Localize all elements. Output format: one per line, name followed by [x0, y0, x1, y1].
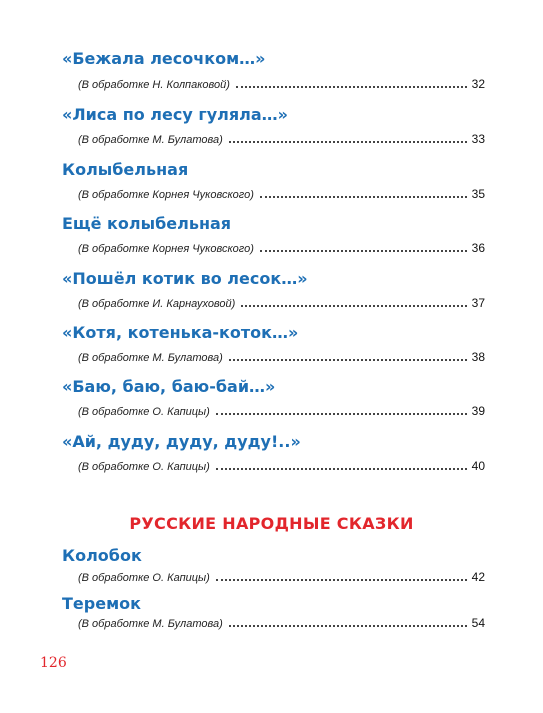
- toc-entry-line: [78, 132, 485, 146]
- toc-entry-page: 32: [471, 77, 485, 91]
- toc-entry-line: [78, 616, 485, 630]
- toc-entry-credit: (В обработке М. Булатова): [78, 352, 223, 364]
- toc-entry-credit: (В обработке О. Капицы): [78, 406, 210, 418]
- toc-entry-page: 39: [471, 404, 485, 418]
- toc-entry-credit: (В обработке О. Капицы): [78, 572, 210, 584]
- toc-entry-line: [78, 77, 485, 91]
- toc-entry-page: 38: [471, 350, 485, 364]
- dot-leader: [260, 250, 467, 252]
- toc-entry-line: [78, 350, 485, 364]
- toc-entry-title: «Котя, котенька-коток…»: [62, 323, 299, 342]
- toc-entry-line: [78, 187, 485, 201]
- toc-entry-title: «Лиса по лесу гуляла…»: [62, 105, 288, 124]
- toc-entry-title: Колыбельная: [62, 160, 189, 179]
- toc-entry-page: 54: [471, 616, 485, 630]
- toc-entry-page: 36: [471, 241, 485, 255]
- dot-leader: [260, 196, 467, 198]
- dot-leader: [229, 625, 467, 627]
- toc-entry-page: 42: [471, 570, 485, 584]
- toc-entry-credit: (В обработке М. Булатова): [78, 618, 223, 630]
- toc-entry-credit: (В обработке М. Булатова): [78, 134, 223, 146]
- toc-entry-credit: (В обработке Корнея Чуковского): [78, 243, 254, 255]
- toc-entry-page: 35: [471, 187, 485, 201]
- dot-leader: [241, 305, 467, 307]
- toc-entry-page: 33: [471, 132, 485, 146]
- toc-entry-credit: (В обработке И. Карнауховой): [78, 298, 236, 310]
- toc-entry-title: Теремок: [62, 594, 141, 613]
- toc-entry-title: «Ай, дуду, дуду, дуду!..»: [62, 432, 301, 451]
- toc-entry-line: [78, 570, 485, 584]
- section-heading: РУССКИЕ НАРОДНЫЕ СКАЗКИ: [129, 514, 414, 533]
- dot-leader: [236, 86, 467, 88]
- toc-entry-line: [78, 459, 485, 473]
- toc-entry-page: 40: [471, 459, 485, 473]
- dot-leader: [216, 468, 467, 470]
- page-number: 126: [40, 655, 67, 671]
- toc-entry-credit: (В обработке Н. Колпаковой): [78, 79, 230, 91]
- toc-entry-title: Ещё колыбельная: [62, 214, 232, 233]
- toc-entry-line: [78, 296, 485, 310]
- dot-leader: [216, 413, 467, 415]
- toc-entry-credit: (В обработке О. Капицы): [78, 461, 210, 473]
- toc-entry-credit: (В обработке Корнея Чуковского): [78, 189, 254, 201]
- dot-leader: [229, 359, 467, 361]
- toc-entry-title: «Баю, баю, баю-бай…»: [62, 377, 276, 396]
- toc-entry-page: 37: [471, 296, 485, 310]
- toc-entry-title: «Пошёл котик во лесок…»: [62, 269, 308, 288]
- dot-leader: [229, 141, 467, 143]
- toc-entry-line: [78, 241, 485, 255]
- toc-entry-title: «Бежала лесочком…»: [62, 49, 266, 68]
- toc-entry-title: Колобок: [62, 546, 142, 565]
- dot-leader: [216, 579, 467, 581]
- toc-entry-line: [78, 404, 485, 418]
